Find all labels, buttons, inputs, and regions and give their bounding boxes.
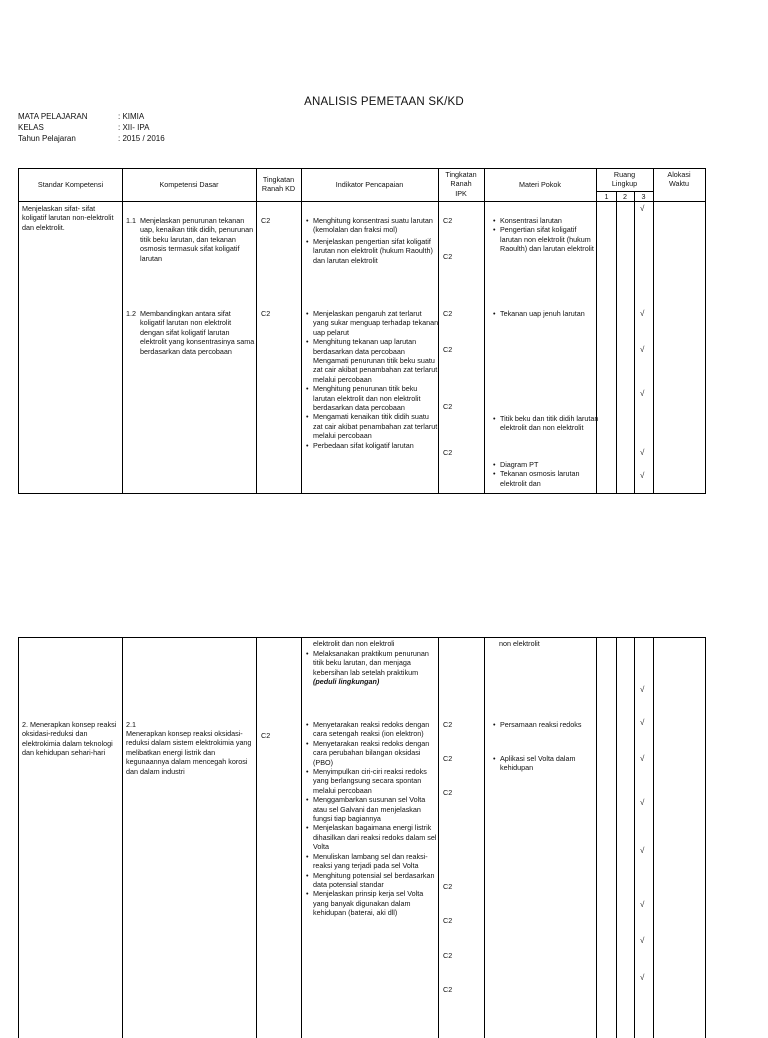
- list-item: • Menuliskan lambang sel dan reaksi-reaksi yang terjadi pada sel Volta: [313, 852, 439, 871]
- check-mark: √: [640, 798, 645, 807]
- list-item: • Titik beku dan titik didih larutan elektrolit dan non elektrolit: [500, 414, 600, 433]
- ranah-ipk: C2: [443, 345, 453, 354]
- header-ruang-col-3: 3: [641, 192, 646, 201]
- sk-text-1: Menjelaskan sifat- sifat koligatif larutan non-elektrolit dan elektrolit.: [22, 204, 114, 232]
- header-ruang-lingkup: Ruang Lingkup: [611, 170, 638, 189]
- list-item: • Menjelaskan prinsip kerja sel Volta yang banyak digunakan dalam kehidupan (baterai, aki dll): [313, 889, 439, 917]
- check-mark: √: [640, 900, 645, 909]
- kd-text-1-2: Membandingkan antara sifat koligatif larutan non elektrolit dengan sifat koligatif larutan elektrolit yang konsentrasinya sama berdasarkan data percobaan: [140, 309, 255, 356]
- check-mark: √: [640, 345, 645, 354]
- check-mark: √: [640, 973, 645, 982]
- check-mark: √: [640, 936, 645, 945]
- check-mark: √: [640, 204, 645, 213]
- document-meta: [0, 111, 300, 147]
- materi-list-1d: [492, 460, 600, 488]
- check-mark: √: [640, 754, 645, 763]
- list-item: • Menjelaskan pengaruh zat terlarut yang sukar menguap terhadap tekanan uap pelarut: [313, 309, 439, 337]
- list-item-emphasis: (peduli lingkungan): [313, 677, 380, 687]
- list-item: • Tekanan osmosis larutan elektrolit dan: [500, 469, 600, 488]
- mapping-table-2: [18, 637, 706, 1038]
- kd-text-1-1: Menjelaskan penurunan tekanan uap, kenaikan titik didih, penurunan titik beku larutan, dan tekanan osmosis termasuk sifat koligatif larutan: [140, 216, 254, 263]
- list-item: • Pengertian sifat koligatif larutan non elektrolit (hukum Raoulth) dan larutan elektrolit: [500, 225, 600, 253]
- list-item: • Menjelaskan pengertian sifat koligatif larutan non elektrolit (hukum Raoulth) dan larutan elektrolit: [313, 237, 439, 265]
- meta-value-year: : 2015 / 2016: [118, 134, 165, 143]
- ranah-ipk: C2: [443, 754, 453, 763]
- indikator-list-1b: [305, 309, 439, 450]
- materi-list-1c: [492, 414, 600, 433]
- meta-value-subject: : KIMIA: [118, 112, 145, 121]
- list-item-text: Melaksanakan praktikum penurunan titik beku larutan, dan menjaga kebersihan lab setelah praktikum: [313, 649, 429, 677]
- sk-text-2: 2. Menerapkan konsep reaksi oksidasi-reduksi dan elektrokimia dalam teknologi dan kehidupan sehari-hari: [22, 720, 117, 758]
- page-title: ANALISIS PEMETAAN SK/KD: [304, 96, 464, 108]
- indikator-continuation: elektrolit dan non elektroli: [313, 639, 395, 648]
- materi-list-1b: [492, 309, 600, 318]
- ranah-ipk: C2: [443, 916, 453, 925]
- ranah-ipk: C2: [443, 448, 453, 457]
- kd-number-2-1: 2.1: [126, 720, 136, 729]
- list-item: • Menghitung tekanan uap larutan berdasarkan data percobaan Mengamati penurunan titik beku suatu zat cair akibat penambahan zat terlarut melalui percobaan: [313, 337, 439, 384]
- header-ruang-col-2: 2: [623, 192, 627, 201]
- meta-value-class: : XII- IPA: [118, 123, 150, 132]
- ranah-ipk: C2: [443, 720, 453, 729]
- list-item: • Menyetarakan reaksi redoks dengan cara setengah reaksi (ion elektron): [313, 720, 439, 739]
- check-mark: √: [640, 685, 645, 694]
- ranah-kd-1-1: C2: [261, 216, 271, 225]
- meta-label-subject: MATA PELAJARAN: [18, 112, 88, 121]
- list-item: • Konsentrasi larutan: [500, 216, 600, 225]
- indikator-list-1a: [305, 216, 439, 265]
- check-mark: √: [640, 309, 645, 318]
- header-indikator: Indikator Pencapaian: [335, 180, 404, 189]
- ranah-ipk: C2: [443, 252, 453, 261]
- ranah-ipk: C2: [443, 951, 453, 960]
- indikator-list-2a: [305, 649, 439, 687]
- ranah-ipk: C2: [443, 309, 453, 318]
- mapping-table-1: [18, 168, 706, 494]
- materi-continuation: non elektrolit: [499, 639, 540, 648]
- list-item: • Mengamati kenaikan titik didih suatu zat cair akibat penambahan zat terlarut melalui percobaan: [313, 412, 439, 440]
- list-item: • Menghitung penurunan titik beku larutan elektrolit dan non elektrolit berdasarkan data percobaan: [313, 384, 439, 412]
- ranah-ipk: C2: [443, 216, 453, 225]
- header-ranah-ipk: Tingkatan Ranah IPK: [445, 170, 477, 198]
- list-item: • Menggambarkan susunan sel Volta atau sel Galvani dan menjelaskan fungsi tiap bagiannya: [313, 795, 439, 823]
- header-standar-kompetensi: Standar Kompetensi: [37, 180, 104, 189]
- list-item: [313, 649, 439, 687]
- meta-label-class: KELAS: [18, 123, 44, 132]
- header-ranah-kd: Tingkatan Ranah KD: [261, 175, 296, 194]
- list-item: • Perbedaan sifat koligatif larutan: [313, 441, 439, 450]
- check-mark: √: [640, 846, 645, 855]
- list-item: • Aplikasi sel Volta dalam kehidupan: [500, 754, 600, 773]
- list-item: • Menyimpulkan ciri-ciri reaksi redoks yang berlangsung secara spontan melalui percobaan: [313, 767, 439, 795]
- ranah-ipk: C2: [443, 985, 453, 994]
- indikator-list-2b: [305, 720, 439, 918]
- list-item: • Menjelaskan bagaimana energi listrik dihasilkan dari reaksi redoks dalam sel Volta: [313, 823, 439, 851]
- kd-number-1-1: 1.1: [126, 216, 136, 225]
- materi-list-1a: [492, 216, 600, 254]
- list-item: • Menyetarakan reaksi redoks dengan cara perubahan bilangan oksidasi (PBO): [313, 739, 439, 767]
- ranah-ipk: C2: [443, 882, 453, 891]
- materi-list-2b: [492, 754, 600, 773]
- list-item: • Menghitung konsentrasi suatu larutan (kemolalan dan fraksi mol): [313, 216, 439, 235]
- materi-list-2a: [492, 720, 600, 729]
- check-mark: √: [640, 448, 645, 457]
- check-mark: √: [640, 389, 645, 398]
- ranah-kd-1-2: C2: [261, 309, 271, 318]
- check-mark: √: [640, 718, 645, 727]
- header-materi-pokok: Materi Pokok: [519, 180, 561, 189]
- list-item: • Tekanan uap jenuh larutan: [500, 309, 600, 318]
- header-ruang-col-1: 1: [604, 192, 609, 201]
- list-item: • Diagram PT: [500, 460, 600, 469]
- kd-number-1-2: 1.2: [126, 309, 136, 318]
- list-item: • Menghitung potensial sel berdasarkan data potensial standar: [313, 871, 439, 890]
- ranah-ipk: C2: [443, 788, 453, 797]
- header-alokasi-waktu: Alokasi Waktu: [667, 170, 691, 189]
- meta-label-year: Tahun Pelajaran: [18, 134, 76, 143]
- header-kompetensi-dasar: Kompetensi Dasar: [159, 180, 219, 189]
- list-item: • Persamaan reaksi redoks: [500, 720, 600, 729]
- ranah-ipk: C2: [443, 402, 453, 411]
- check-mark: √: [640, 471, 645, 480]
- ranah-kd-2-1: C2: [261, 731, 271, 740]
- kd-text-2-1: Menerapkan konsep reaksi oksidasi-reduksi dalam sistem elektrokimia yang melibatkan energi listrik dan kegunaannya dalam mencegah korosi dan dalam industri: [126, 729, 252, 776]
